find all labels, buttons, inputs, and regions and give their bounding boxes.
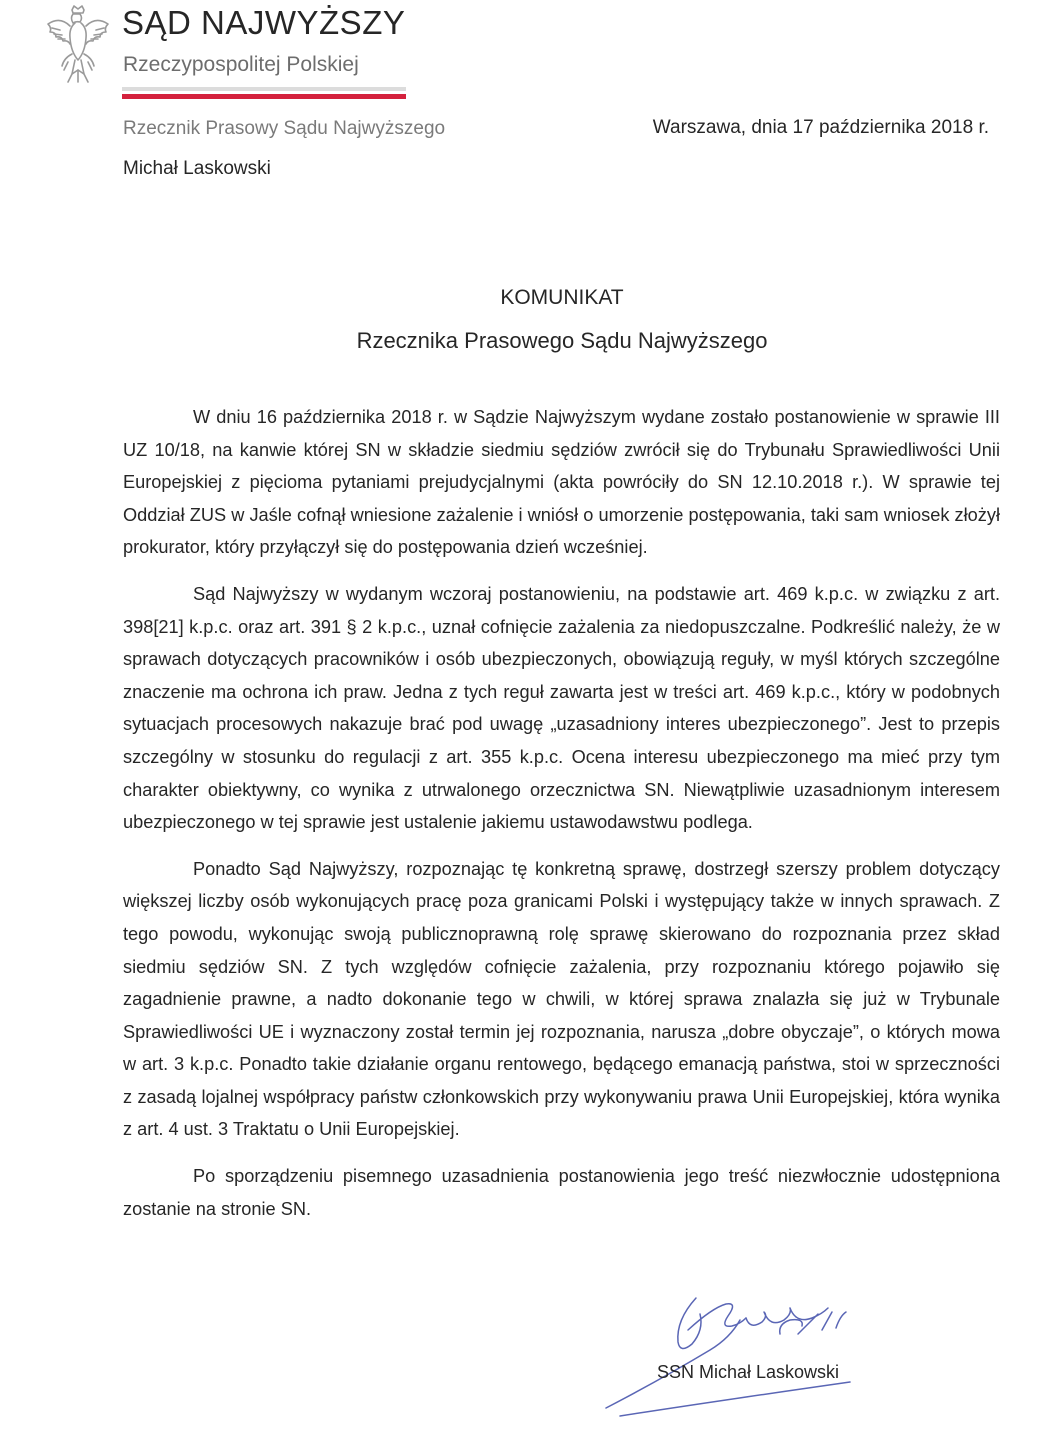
flag-stripe-white (122, 87, 406, 91)
flag-stripe-red (122, 94, 406, 99)
court-subtitle: Rzeczypospolitej Polskiej (123, 53, 359, 76)
communique-body (123, 401, 1000, 1239)
paragraph: W dniu 16 października 2018 r. w Sądzie Najwyższym wydane zostało postanowienie w sprawie III UZ 10/18, na kanwie której SN w składzie siedmiu sędziów zwrócił się do Trybunału Sprawiedliwości Unii Europejskiej z pięcioma pytaniami prejudycjalnymi (akta powróciły do SN 12.10.2018 r.). W sprawie tej Oddział ZUS w Jaśle cofnął wniesione zażalenie i wniósł o umorzenie postępowania, taki sam wniosek złożył prokurator, który przyłączył się do postępowania dzień wcześniej. (123, 407, 1000, 558)
document-date: Warszawa, dnia 17 października 2018 r. (652, 117, 989, 138)
paragraph: Sąd Najwyższy w wydanym wczoraj postanowieniu, na podstawie art. 469 k.p.c. w związku z art. 398[21] k.p.c. oraz art. 391 § 2 k.p.c., uznał cofnięcie zażalenia za niedopuszczalne. Podkreślić należy, że w sprawach dotyczących pracowników i osób ubezpieczonych, obowiązują reguły, w myśl których szczególne znaczenie ma ochrona ich praw. Jedna z tych reguł zawarta jest w treści art. 469 k.p.c., który w podobnych sytuacjach procesowych nakazuje brać pod uwagę „uzasadniony interes ubezpieczonego”. Jest to przepis szczególny w stosunku do regulacji z art. 355 k.p.c. Ocena interesu ubezpieczonego ma mieć przy tym charakter obiektywny, co wynika z utrwalonego orzecznictwa SN. Niewątpliwie uzasadnionym interesem ubezpieczonego w tej sprawie jest ustalenie jakiemu ustawodawstwu podlega. (123, 583, 1000, 833)
document-subtitle: Rzecznika Prasowego Sądu Najwyższego (356, 328, 768, 353)
paragraph: Po sporządzeniu pisemnego uzasadnienia postanowienia jego treść niezwłocznie udostępniona zostanie na stronie SN. (123, 1166, 1000, 1219)
sender-office: Rzecznik Prasowy Sądu Najwyższego (123, 118, 446, 139)
sender-name: Michał Laskowski (123, 158, 271, 179)
paragraph: Ponadto Sąd Najwyższy, rozpoznając tę konkretną sprawę, dostrzegł szerszy problem dotyczący większej liczby osób wykonujących pracę poza granicami Polski i występujący także w innych sprawach. Z tego powodu, wykonując swoją publicznoprawną rolę sprawę skierowano do rozpoznania przez skład siedmiu sędziów SN. Z tych względów cofnięcie zażalenia, przy rozpoznaniu którego pojawiło się zagadnienie prawne, a nadto dokonanie tego w chwili, w której sprawa znalazła się już w Trybunale Sprawiedliwości UE i wyznaczony został termin jej rozpoznania, narusza „dobre obyczaje”, o których mowa w art. 3 k.p.c. Ponadto takie działanie organu rentowego, będącego emanacją państwa, stoi w sprzeczności z zasadą lojalnej współpracy państw członkowskich przy wykonywaniu prawa Unii Europejskiej, która wynika z art. 4 ust. 3 Traktatu o Unii Europejskiej. (123, 858, 1000, 1140)
signer-name: SSN Michał Laskowski (657, 1362, 840, 1382)
polish-eagle-icon (42, 4, 114, 84)
court-name: SĄD NAJWYŻSZY (122, 4, 406, 41)
document-title: KOMUNIKAT (500, 286, 624, 309)
